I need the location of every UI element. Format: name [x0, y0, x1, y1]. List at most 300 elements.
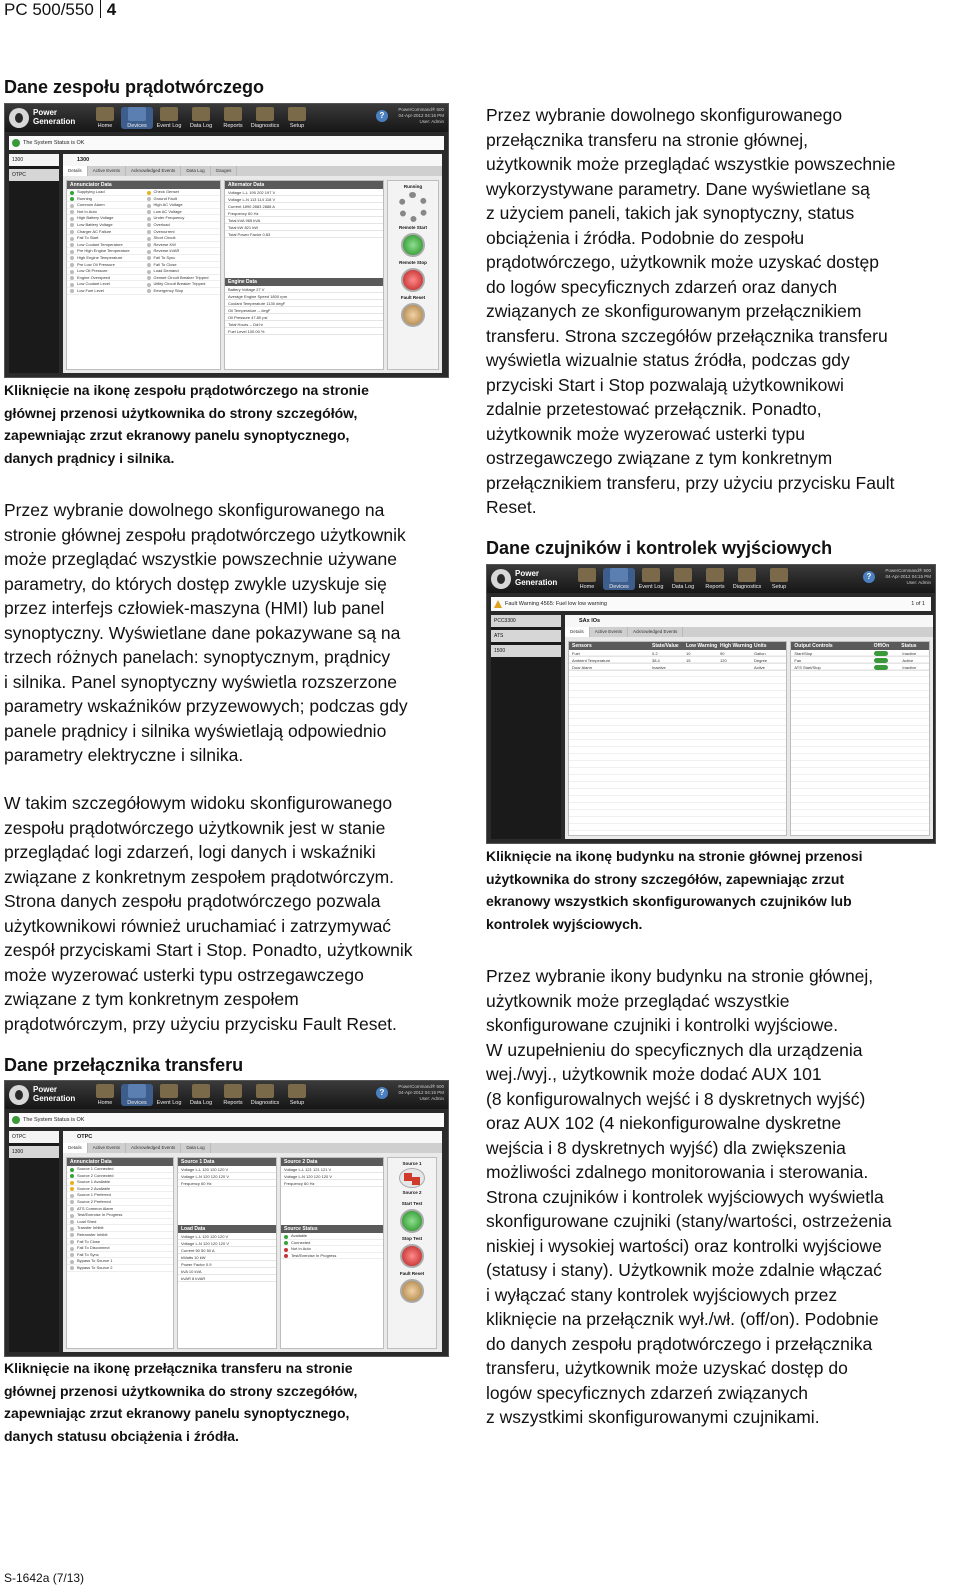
output-status: Inactive — [902, 650, 917, 656]
annunciator-indicator: Connected — [281, 1240, 383, 1247]
paragraph-line: parametry elektryczne i silnika. — [4, 745, 244, 765]
paragraph-line: przełącznika transferu na stronie głównej, — [486, 129, 808, 150]
annunciator-indicator: Common Alarm — [67, 202, 144, 209]
paragraph-line: logów specyficznych zdarzeń związanych — [486, 1382, 808, 1403]
section-heading-genset: Dane zespołu prądotwórczego — [4, 77, 265, 97]
annunciator-indicator: ATS Common Alarm — [67, 1206, 173, 1213]
annunciator-indicator: Low Coolant Temperature — [67, 242, 144, 249]
brand-text: Power Generation — [33, 108, 76, 126]
paragraph-line: zespół przyciskami Start i Stop. Ponadto, użytkownik — [4, 940, 413, 960]
annunciator-indicator: Pre Low Oil Pressure — [67, 262, 144, 269]
engine-title: Engine Data — [225, 278, 383, 286]
nav-diagnostics[interactable]: Diagnostics — [249, 107, 281, 129]
genset-paragraph-1 — [4, 498, 474, 768]
annunciator-indicator: Source 2 Available — [67, 1186, 173, 1193]
annunciator-indicator: High AC Voltage — [144, 202, 221, 209]
nav-devices[interactable]: Devices — [603, 568, 635, 590]
paragraph-line: użytkownik może przeglądać wszystkie powszechnie — [486, 154, 896, 174]
fault-reset-label: Fault Reset — [400, 295, 426, 300]
tab-acknowledged-events[interactable]: Acknowledged Events — [628, 627, 683, 637]
data-row: Battery Voltage 27 V — [225, 286, 383, 293]
event-log-icon — [160, 1084, 178, 1098]
tab-acknowledged-events[interactable]: Acknowledged Events — [126, 1143, 181, 1153]
off-on-toggle[interactable] — [874, 651, 888, 656]
output-name: Start/Stop — [794, 650, 813, 656]
off-on-toggle[interactable] — [874, 665, 888, 670]
annunciator-indicator: Supplying Load — [67, 189, 144, 196]
sensors-caption: Kliknięcie na ikonę budynku na stronie głównej przenosi użytkownika do strony szczegółów, zapewniając zrzut ekranowy wszystkich skonfigurowanych czujników lub kontrolek wyjściowych. — [486, 848, 863, 932]
reports-icon — [224, 107, 242, 121]
table-cell: Degree — [754, 658, 768, 663]
paragraph-line: parametry wskaźników przyzewowych; podczas gdy — [4, 696, 408, 716]
device-item[interactable]: OTPC — [9, 169, 59, 181]
cummins-logo-icon — [491, 569, 511, 589]
document-code: S-1642a (7/13) — [4, 1571, 85, 1585]
device-list — [9, 1131, 59, 1352]
data-row: Voltage L-L 121 121 121 V — [281, 1166, 383, 1173]
tab-active-events[interactable]: Active Events — [88, 1143, 126, 1153]
source1-label: Source 1 — [402, 1161, 422, 1166]
system-status-text: PowerCommand® 500 04-Apr-2012 04:15 PM User: Admin — [885, 568, 931, 585]
nav-event-log[interactable]: Event Log — [153, 1084, 185, 1106]
annunciator-indicator: Fail To Disconnect — [67, 1245, 173, 1252]
annunciator-indicator: Not In Auto — [281, 1246, 383, 1253]
page-header — [4, 0, 116, 20]
source1-title: Source 1 Data — [178, 1158, 276, 1166]
home-icon — [578, 568, 596, 582]
data-row: Current 50 50 50 A — [178, 1247, 276, 1254]
header-divider — [100, 0, 101, 18]
annunciator-indicator: Under Frequency — [144, 215, 221, 222]
nav-devices[interactable]: Devices — [121, 107, 153, 129]
table-cell: Gallon — [754, 651, 766, 656]
brand-text: Power Generation — [33, 1085, 76, 1103]
diagnostics-icon — [738, 568, 756, 582]
nav-data-log[interactable]: Data Log — [185, 1084, 217, 1106]
section-heading-sensors: Dane czujników i kontrolek wyjściowych — [486, 538, 833, 558]
nav-reports[interactable]: Reports — [217, 1084, 249, 1106]
paragraph-line: Przez wybranie dowolnego skonfigurowanego — [486, 105, 843, 125]
paragraph-line: przełącznikiem transferu, przy użyciu przycisku Fault — [486, 472, 895, 493]
source-status-title: Source Status — [281, 1225, 383, 1233]
device-item[interactable]: ATS — [491, 630, 561, 642]
device-item[interactable]: PCC3300 — [491, 615, 561, 627]
system-status-text: PowerCommand® 500 04-Apr-2012 04:15 PM User: Admin — [398, 107, 444, 124]
nav-data-log[interactable]: Data Log — [667, 568, 699, 590]
remote-start-button[interactable] — [401, 233, 425, 257]
data-row: Current 1890 2883 2888 A — [225, 203, 383, 210]
annunciator-indicator: Charger AC Failure — [67, 229, 144, 236]
annunciator-indicator: Retransfer Inhibit — [67, 1232, 173, 1239]
paragraph-line: W uzupełnieniu do specyficznych dla urządzenia — [486, 1039, 863, 1060]
annunciator-indicator: Source 1 Connected — [67, 1166, 173, 1173]
warning-banner: Fault Warning 4565: Fuel low low warning 1 of 1 — [491, 597, 931, 611]
transfer-switch-caption: Kliknięcie na ikonę przełącznika transferu na stronie głównej przenosi użytkownika do strony szczegółów, zapewniając zrzut ekranowy panelu synoptycznego, danych statusu obciążenia i źródła. — [4, 1360, 358, 1444]
paragraph-line: Przez wybranie ikony budynku na stronie głównej, — [486, 966, 874, 986]
paragraph-line: Przez wybranie dowolnego skonfigurowanego na — [4, 500, 385, 520]
annunciator-indicator: High Engine Temperature — [67, 255, 144, 262]
nav-home[interactable]: Home — [89, 107, 121, 129]
fault-reset-button[interactable] — [401, 303, 425, 327]
annunciator-indicator: Available — [281, 1233, 383, 1240]
genset-screenshot — [4, 103, 449, 378]
table-cell: Fuel — [572, 651, 580, 656]
data-row: Power Factor 0.9 — [178, 1261, 276, 1268]
source2-status-panel — [280, 1157, 384, 1349]
annunciator-indicator: Load Demand — [144, 268, 221, 275]
paragraph-line: do logów specyficznych zdarzeń oraz danych — [486, 276, 838, 297]
paragraph-line: oraz AUX 102 (4 niekonfigurowalne dyskretne — [486, 1113, 842, 1133]
paragraph-line: W takim szczegółowym widoku skonfigurowanego — [4, 793, 393, 813]
data-row: Voltage L-N 120 120 120 V — [178, 1173, 276, 1180]
nav-home[interactable]: Home — [89, 1084, 121, 1106]
nav-reports[interactable]: Reports — [699, 568, 731, 590]
nav-devices[interactable]: Devices — [121, 1084, 153, 1106]
paragraph-line: trzech różnych panelach: synoptycznym, prądnicy — [4, 647, 391, 667]
annunciator-indicator: Reverse KW — [144, 242, 221, 249]
tab-details[interactable]: Details — [565, 627, 590, 637]
details-tabs — [63, 1143, 442, 1153]
paragraph-line: zdalnie przetestować przełącznik. Ponadto, — [486, 399, 822, 419]
paragraph-line: skonfigurowane czujniki i kontrolki wyjściowe. — [486, 1015, 839, 1035]
paragraph-line: (8 konfigurowalnych wejść i 8 dyskretnych wyjść) — [486, 1088, 866, 1109]
page-number: 4 — [106, 0, 117, 19]
details-tabs — [63, 166, 442, 176]
sensors-paragraph — [486, 964, 956, 1430]
stop-test-label: Stop Test — [401, 1236, 423, 1241]
device-title: 1300 — [63, 154, 442, 166]
device-item[interactable]: 1300 — [9, 1146, 59, 1158]
genset-paragraph-2 — [4, 791, 474, 1036]
table-cell: 0.2 — [652, 651, 658, 656]
annunciator-indicator: Test/Exercise In Progress — [67, 1212, 173, 1219]
data-row: Voltage L-N 120 120 120 V — [281, 1173, 383, 1180]
paragraph-line: z użyciem paneli, takich jak synoptyczny, status — [486, 203, 855, 223]
table-row — [791, 664, 929, 671]
annunciator-title: Annunciator Data — [67, 1158, 173, 1166]
details-columns — [568, 641, 930, 836]
source2-label: Source 2 — [402, 1190, 422, 1195]
annunciator-indicator: Fail To Start — [67, 235, 144, 242]
annunciator-indicator: Low Coolant Level — [67, 281, 144, 288]
source1-load-panel — [177, 1157, 277, 1349]
data-row: Voltage L-L 120 120 120 V — [178, 1233, 276, 1240]
nav-diagnostics[interactable]: Diagnostics — [249, 1084, 281, 1106]
annunciator-indicator: Pre High Engine Temperature — [67, 248, 144, 255]
sensors-screenshot — [486, 564, 936, 844]
annunciator-indicator: Transfer Inhibit — [67, 1225, 173, 1232]
annunciator-indicator: Ground Fault — [144, 196, 221, 203]
device-list — [491, 615, 561, 839]
paragraph-line: przeglądać logi zdarzeń, logi danych i wskaźniki — [4, 842, 376, 862]
remote-start-label: Remote Start — [398, 225, 427, 230]
load-title: Load Data — [178, 1225, 276, 1233]
nav-setup[interactable]: Setup — [763, 568, 795, 590]
brand-text: Power Generation — [515, 569, 558, 587]
nav-setup[interactable]: Setup — [281, 107, 313, 129]
annunciator-panel — [66, 180, 221, 370]
source2-indicator — [412, 1177, 420, 1185]
device-title: OTPC — [63, 1131, 442, 1143]
start-test-button[interactable] — [400, 1209, 424, 1233]
section-heading-transfer-switch: Dane przełącznika transferu — [4, 1055, 244, 1075]
paragraph-line: prądotwórczym, przy użyciu przycisku Fault Reset. — [4, 1013, 397, 1034]
setup-icon — [288, 107, 306, 121]
devices-icon — [610, 568, 628, 582]
annunciator-indicator: Fail To Close — [67, 1239, 173, 1246]
reports-icon — [224, 1084, 242, 1098]
tab-active-events[interactable]: Active Events — [88, 166, 126, 176]
table-cell: Ambient Temperature — [572, 658, 611, 663]
genset-controls — [387, 180, 439, 370]
table-row — [569, 664, 786, 671]
tab-acknowledged-events[interactable]: Acknowledged Events — [126, 166, 181, 176]
table-cell — [720, 664, 754, 670]
data-row: Total Hours -- Dd:hr — [225, 321, 383, 328]
details-panel — [63, 154, 442, 373]
nav-event-log[interactable]: Event Log — [153, 107, 185, 129]
paragraph-line: Strona czujników i kontrolek wyjściowych wyświetla — [486, 1186, 884, 1207]
data-row: Voltage L-N 120 120 120 V — [178, 1240, 276, 1247]
annunciator-indicator: Short Circuit — [144, 235, 221, 242]
outputs-header: Output Controls Off/On Status — [791, 642, 929, 650]
tab-details[interactable]: Details — [63, 1143, 88, 1153]
paragraph-line: przyciski Start i Stop pozwalają użytkownikowi — [486, 374, 844, 395]
paragraph-line: transferu. Strona szczegółów przełącznika transferu — [486, 325, 888, 346]
paragraph-line: i silnika. Panel synoptyczny wyświetla rozszerzone — [4, 671, 397, 692]
annunciator-indicator: Source 2 Preferred — [67, 1199, 173, 1206]
home-icon — [96, 1084, 114, 1098]
device-list — [9, 154, 59, 373]
device-item[interactable]: 1300 — [9, 154, 59, 166]
paragraph-line: (statusy i stany). Użytkownik może zdalnie włączać — [486, 1260, 882, 1280]
main-nav — [89, 1084, 313, 1106]
details-panel — [63, 1131, 442, 1352]
status-banner: The System Status is OK — [9, 1113, 444, 1127]
nav-diagnostics[interactable]: Diagnostics — [731, 568, 763, 590]
paragraph-line: i wyłączać stany kontrolek wyjściowych przez — [486, 1284, 838, 1305]
home-icon — [96, 107, 114, 121]
paragraph-line: wykorzystywane parametry. Dane wyświetlane są — [486, 178, 870, 199]
annunciator-panel — [66, 1157, 174, 1349]
paragraph-line: obciążenia i źródła. Podobnie do zespołu — [486, 227, 805, 248]
devices-icon — [128, 107, 146, 121]
source1-indicator — [404, 1173, 412, 1181]
status-banner: The System Status is OK — [9, 136, 444, 150]
nav-data-log[interactable]: Data Log — [185, 107, 217, 129]
genset-caption: Kliknięcie na ikonę zespołu prądotwórczego na stronie głównej przenosi użytkownika do strony szczegółów, zapewniając zrzut ekranowy panelu synoptycznego, danych prądnicy i silnika. — [4, 382, 369, 466]
paragraph-line: prądotwórczego, użytkownik może uzyskać dostęp — [486, 252, 879, 272]
app-topbar — [5, 104, 448, 132]
device-title: SAx IOs — [565, 615, 933, 627]
table-cell: 10 — [686, 651, 691, 656]
nav-setup[interactable]: Setup — [281, 1084, 313, 1106]
paragraph-line: parametry, do których dostęp zwykle uzyskuje się — [4, 573, 387, 594]
device-item[interactable]: OTPC — [9, 1131, 59, 1143]
annunciator-indicator: Running — [67, 196, 144, 203]
paragraph-line: może wyzerować usterki typu ostrzegawczego — [4, 964, 364, 985]
off-on-toggle[interactable] — [874, 658, 888, 663]
paragraph-line: związanych ze skonfigurowanym przełącznikiem — [486, 301, 862, 321]
tab-data-log[interactable]: Data Log — [181, 1143, 210, 1153]
setup-icon — [770, 568, 788, 582]
event-log-icon — [160, 107, 178, 121]
table-row — [569, 650, 786, 657]
annunciator-indicator: Bypass To Source 1 — [67, 1258, 173, 1265]
annunciator-indicator: Reverse kVAR — [144, 248, 221, 255]
output-status: Active — [902, 657, 914, 663]
details-columns — [66, 180, 439, 370]
paragraph-line: możliwości zdalnego monitorowania i sterowania. — [486, 1162, 869, 1182]
annunciator-indicator: Load Shed — [67, 1219, 173, 1226]
app-topbar — [487, 565, 935, 593]
paragraph-line: wejścia i 8 dyskretnych wyjść) dla zwiększenia — [486, 1137, 846, 1158]
ats-controls — [387, 1157, 437, 1349]
annunciator-indicator: Genset Circuit Breaker Tripped — [144, 275, 221, 282]
diagnostics-icon — [256, 1084, 274, 1098]
table-cell — [686, 664, 720, 670]
tab-details[interactable]: Details — [63, 166, 88, 176]
data-row: kVAR 8 kVAR — [178, 1275, 276, 1282]
output-name: Fan — [794, 657, 802, 663]
data-row: Frequency 60 Hz — [225, 210, 383, 217]
table-row — [569, 657, 786, 664]
data-row: Fuel Level 100.00 % — [225, 328, 383, 335]
source-diagram-icon — [399, 1168, 425, 1188]
paragraph-line: synoptyczny. Wyświetlane dane pokazywane są na — [4, 622, 401, 643]
output-status: Inactive — [902, 664, 917, 670]
table-cell: Active — [754, 665, 765, 670]
paragraph-line: wyświetla wizualnie status źródła, podczas gdy — [486, 350, 850, 370]
annunciator-indicator: Overload — [144, 222, 221, 229]
data-row: Total kVA 965 kVA — [225, 217, 383, 224]
help-icon[interactable]: ? — [376, 1087, 388, 1099]
device-item[interactable]: 1500 — [491, 645, 561, 657]
table-cell: 120 — [720, 658, 727, 663]
tab-gauges[interactable]: Gauges — [211, 166, 238, 176]
annunciator-indicator: Overcurrent — [144, 229, 221, 236]
annunciator-indicator: Utility Circuit Breaker Tripped — [144, 281, 221, 288]
alternator-title: Alternator Data — [225, 181, 383, 189]
data-row: Voltage L-L 195 202 197 V — [225, 189, 383, 196]
system-status-text: PowerCommand® 500 04-Apr-2012 04:15 PM User: Admin — [398, 1084, 444, 1101]
help-icon[interactable]: ? — [863, 571, 875, 583]
sensors-table — [568, 641, 787, 836]
source2-title: Source 2 Data — [281, 1158, 383, 1166]
annunciator-indicator: Engine Overspeed — [67, 275, 144, 282]
data-log-icon — [192, 107, 210, 121]
annunciator-indicator: High Battery Voltage — [67, 215, 144, 222]
table-cell: 15 — [686, 658, 691, 663]
table-cell: 38.4 — [652, 658, 660, 663]
annunciator-indicator: Low Battery Voltage — [67, 222, 144, 229]
stop-test-button[interactable] — [400, 1244, 424, 1268]
paragraph-line: niskiej i wysokiej wartości) oraz kontrolki wyjściowe — [486, 1235, 882, 1256]
remote-stop-label: Remote Stop — [399, 260, 427, 265]
data-row: Voltage L-N 113 114 118 V — [225, 196, 383, 203]
paragraph-line: użytkownikowi również uruchamiać i zatrzymywać — [4, 915, 392, 936]
help-icon[interactable]: ? — [376, 110, 388, 122]
paragraph-line: do danych zespołu prądotwórczego i przełącznika — [486, 1333, 873, 1354]
paragraph-line: Strona danych zespołu prądotwórczego pozwala — [4, 891, 381, 911]
transfer-switch-screenshot — [4, 1080, 449, 1357]
annunciator-indicator: Test/Exercise In Progress — [281, 1253, 383, 1260]
annunciator-title: Annunciator Data — [67, 181, 220, 189]
app-topbar — [5, 1081, 448, 1109]
table-cell: Door Alarm — [572, 665, 593, 670]
paragraph-line: z wszystkimi skonfigurowanymi czujnikami. — [486, 1407, 820, 1427]
data-row: Voltage L-L 120 120 120 V — [178, 1166, 276, 1173]
annunciator-indicator: Not In Auto — [67, 209, 144, 216]
cummins-logo-icon — [9, 1085, 29, 1105]
paragraph-line: może przeglądać wszystkie powszechnie używane — [4, 549, 397, 569]
paragraph-line: użytkownik może wyzerować usterki typu — [486, 423, 805, 444]
running-label: Running — [403, 184, 423, 189]
data-log-icon — [674, 568, 692, 582]
paragraph-line: ostrzegawczego związane z tym konkretnym — [486, 448, 833, 468]
paragraph-line: użytkownik może przeglądać wszystkie — [486, 990, 790, 1011]
nav-event-log[interactable]: Event Log — [635, 568, 667, 590]
annunciator-indicator: Source 1 Preferred — [67, 1192, 173, 1199]
tab-data-log[interactable]: Data Log — [181, 166, 210, 176]
annunciator-indicator: Low AC Voltage — [144, 209, 221, 216]
main-nav — [89, 107, 313, 129]
paragraph-line: wej./wyj., użytkownik może dodać AUX 101 — [486, 1064, 822, 1084]
annunciator-indicator: Fail To Close — [144, 262, 221, 269]
main-nav — [571, 568, 795, 590]
details-panel — [565, 615, 933, 839]
data-row: Coolant Temperature 1130 degF — [225, 300, 383, 307]
paragraph-line: stronie głównej zespołu prądotwórczego użytkownik — [4, 524, 406, 545]
fault-reset-button[interactable] — [400, 1279, 424, 1303]
transfer-switch-paragraph — [486, 103, 956, 520]
nav-reports[interactable]: Reports — [217, 107, 249, 129]
paragraph-line: związane z tym konkretnym zespołem — [4, 989, 299, 1009]
paragraph-line: zespołu prądotwórczego użytkownik jest w stanie — [4, 817, 386, 838]
nav-home[interactable]: Home — [571, 568, 603, 590]
remote-stop-button[interactable] — [401, 268, 425, 292]
data-row: Frequency 60 Hz — [281, 1180, 383, 1187]
data-row: Total Power Factor 0.83 — [225, 231, 383, 238]
annunciator-indicator: Bypass To Source 2 — [67, 1265, 173, 1272]
reports-icon — [706, 568, 724, 582]
tab-active-events[interactable]: Active Events — [590, 627, 628, 637]
diagnostics-icon — [256, 107, 274, 121]
details-columns — [66, 1157, 439, 1349]
data-row: Frequency 60 Hz — [178, 1180, 276, 1187]
event-log-icon — [642, 568, 660, 582]
model-name: PC 500/550 — [4, 0, 94, 19]
paragraph-line: związane z konkretnym zespołem prądotwórczym. — [4, 866, 395, 887]
sensors-header: Sensors State/Value Low Warning High Warning Units — [569, 642, 786, 650]
start-test-label: Start Test — [401, 1201, 423, 1206]
running-gear-icon — [398, 192, 428, 222]
fault-reset-label: Fault Reset — [399, 1271, 425, 1276]
paragraph-line: Reset. — [486, 497, 537, 517]
data-row: Total kW 821 kW — [225, 224, 383, 231]
warning-counter: 1 of 1 — [911, 601, 925, 607]
paragraph-line: transferu, użytkownik może uzyskać dostęp do — [486, 1358, 848, 1378]
annunciator-indicator: Fail To Sync — [144, 255, 221, 262]
data-log-icon — [192, 1084, 210, 1098]
output-controls-table — [790, 641, 930, 836]
annunciator-indicator: Low Fuel Level — [67, 288, 144, 295]
devices-icon — [128, 1084, 146, 1098]
output-name: ATS Start/Stop — [794, 664, 821, 670]
annunciator-indicator: Low Oil Pressure — [67, 268, 144, 275]
annunciator-indicator: Source 1 Available — [67, 1179, 173, 1186]
paragraph-line: kliknięcie na przełącznik wył./wł. (off/on). Podobnie — [486, 1309, 879, 1329]
